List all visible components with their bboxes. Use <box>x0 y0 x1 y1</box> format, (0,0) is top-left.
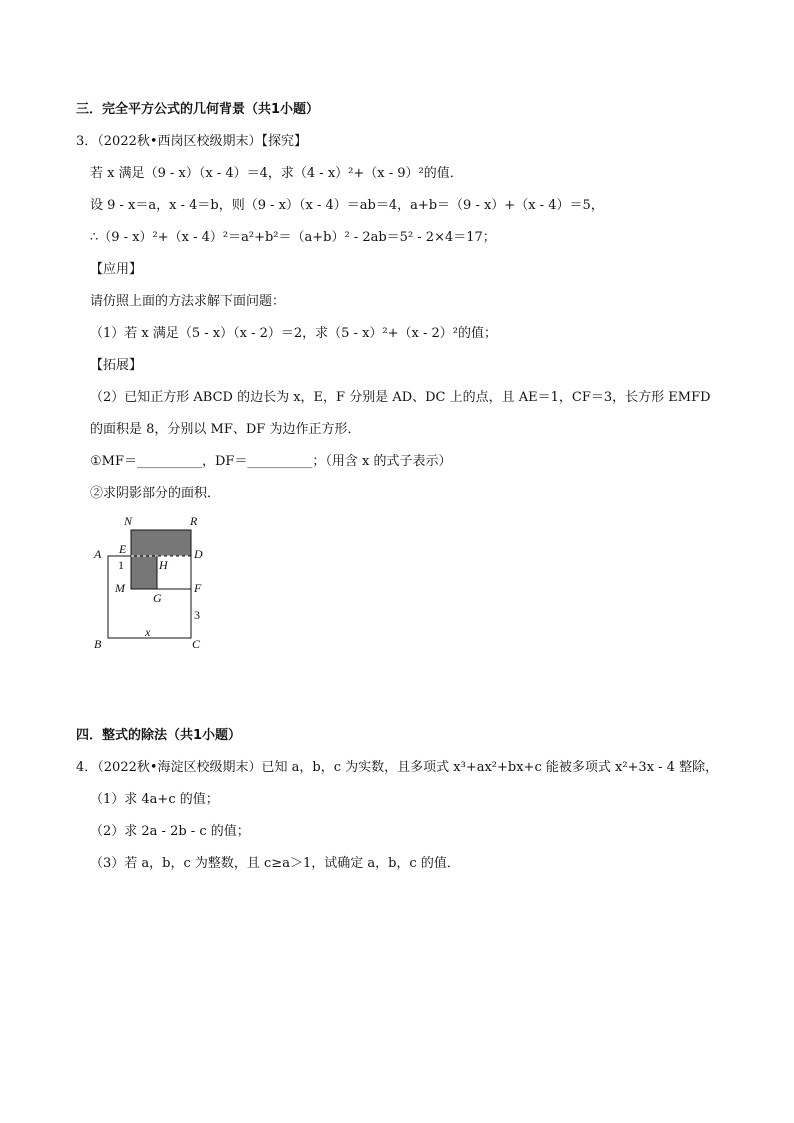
shaded-square-top <box>131 530 191 556</box>
problem3-line-9: 的面积是 8，分别以 MF、DF 为边作正方形． <box>90 422 361 437</box>
section3-heading: 三．完全平方公式的几何背景（共1小题） <box>76 102 320 117</box>
label-1: 1 <box>118 558 124 572</box>
problem3-line-7: 【拓展】 <box>90 358 143 373</box>
problem3-line-3: ∴（9 - x）²+（x - 4）²＝a²+b²＝（a+b）² - 2ab＝5² - 2×4＝17； <box>90 230 496 245</box>
label-R: R <box>190 514 198 528</box>
label-G: G <box>153 591 162 605</box>
problem3-line-10: ①MF＝__________，DF＝__________；（用含 x 的式子表示） <box>90 454 452 469</box>
problem3-line-6: （1）若 x 满足（5 - x）（x - 2）＝2，求（5 - x）²+（x - 2）²的值； <box>90 326 497 341</box>
label-C: C <box>192 637 201 651</box>
label-N: N <box>124 514 133 528</box>
label-x: x <box>145 625 151 639</box>
label-3: 3 <box>194 608 200 622</box>
problem4-line-3: （3）若 a，b，c 为整数，且 c≥a＞1，试确定 a，b，c 的值． <box>90 856 460 871</box>
section4-heading: 四．整式的除法（共1小题） <box>76 728 242 743</box>
problem4-line-2: （2）求 2a - 2b - c 的值； <box>90 824 250 839</box>
problem3-line-2: 设 9 - x＝a，x - 4＝b，则（9 - x）（x - 4）＝ab＝4，a+b＝（9 - x）+（x - 4）＝5， <box>90 198 604 213</box>
problem3-line-11: ②求阴影部分的面积． <box>90 486 221 501</box>
square-diagram <box>88 510 218 658</box>
problem3-line-1: 若 x 满足（9 - x）（x - 4）＝4，求（4 - x）²+（x - 9）²的值． <box>90 166 463 181</box>
shaded-square-left <box>131 556 157 589</box>
label-E: E <box>119 542 127 556</box>
problem4-line-1: （1）求 4a+c 的值； <box>90 792 219 807</box>
problem3-line-8: （2）已知正方形 ABCD 的边长为 x，E，F 分别是 AD、DC 上的点，且 AE＝1，CF＝3，长方形 EMFD <box>90 390 711 405</box>
label-F: F <box>194 581 202 595</box>
label-B: B <box>94 637 102 651</box>
problem3-header: 3．（2022秋•西岗区校级期末）【探究】 <box>76 134 308 149</box>
label-D: D <box>194 547 203 561</box>
label-A: A <box>94 547 102 561</box>
problem4-header: 4．（2022秋•海淀区校级期末）已知 a，b，c 为实数，且多项式 x³+ax²+bx+c 能被多项式 x²+3x - 4 整除， <box>76 760 719 775</box>
label-M: M <box>115 581 125 595</box>
problem3-line-4: 【应用】 <box>90 262 143 277</box>
problem3-line-5: 请仿照上面的方法求解下面问题： <box>90 294 286 309</box>
label-H: H <box>159 558 168 572</box>
